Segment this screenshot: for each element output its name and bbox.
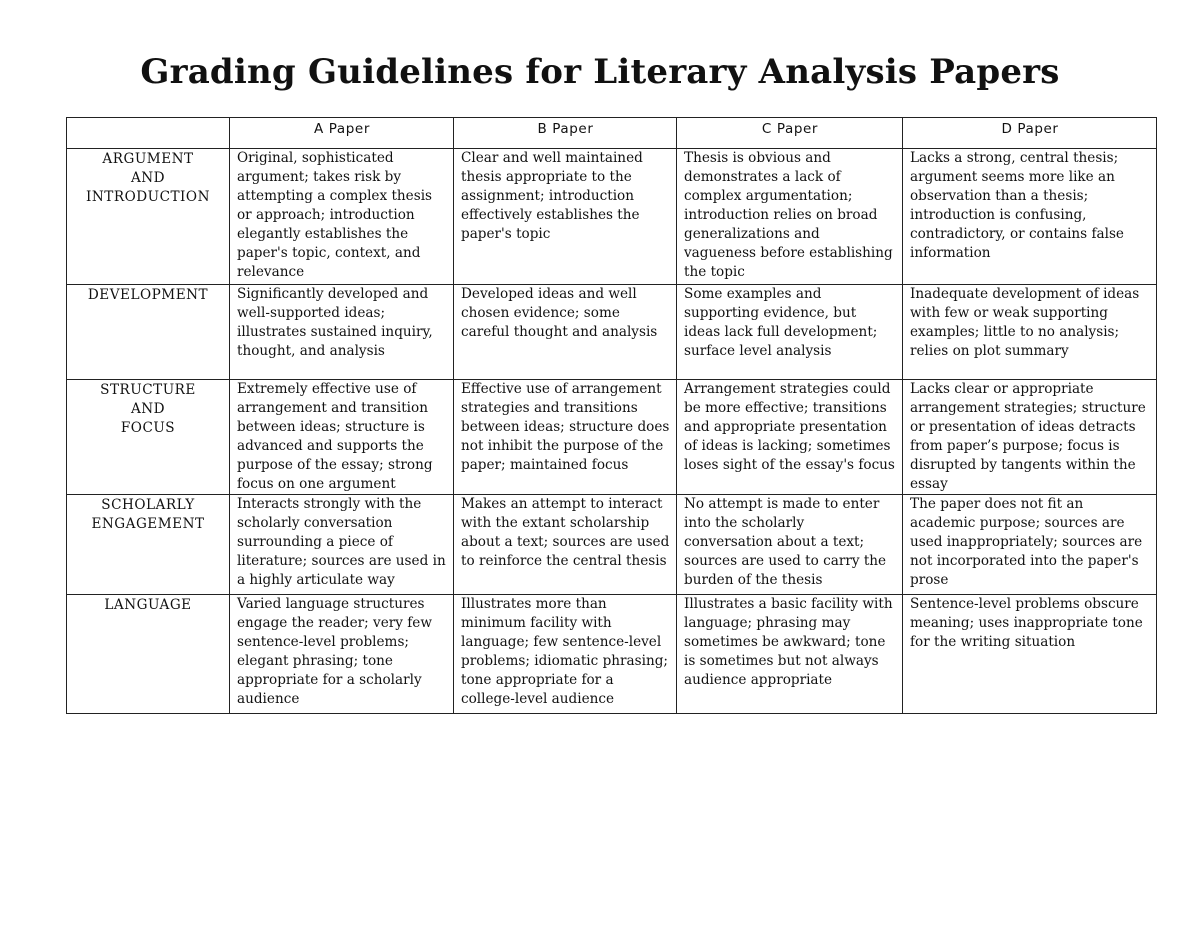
row-criterion: STRUCTURE AND FOCUS <box>67 380 230 495</box>
page-title: Grading Guidelines for Literary Analysis Papers <box>140 52 1060 92</box>
table-cell: Lacks clear or appropriate arrangement strategies; structure or presentation of ideas detracts from paper’s purpose; focus is disrupted by tangents within the essay <box>903 380 1157 495</box>
table-cell: Lacks a strong, central thesis; argument seems more like an observation than a thesis; introduction is confusing, contradictory, or contains false information <box>903 149 1157 285</box>
column-header-d-paper: D Paper <box>903 118 1157 149</box>
table-cell: Interacts strongly with the scholarly conversation surrounding a piece of literature; sources are used in a highly articulate way <box>230 495 454 595</box>
table-cell: Sentence-level problems obscure meaning; uses inappropriate tone for the writing situation <box>903 595 1157 714</box>
table-cell: Original, sophisticated argument; takes risk by attempting a complex thesis or approach; introduction elegantly establishes the paper's topic, context, and relevance <box>230 149 454 285</box>
table-cell: Thesis is obvious and demonstrates a lack of complex argumentation; introduction relies on broad generalizations and vagueness before establishing the topic <box>677 149 903 285</box>
table-cell: Inadequate development of ideas with few or weak supporting examples; little to no analysis; relies on plot summary <box>903 285 1157 380</box>
table-cell: Varied language structures engage the reader; very few sentence-level problems; elegant phrasing; tone appropriate for a scholarly audience <box>230 595 454 714</box>
table-row-argument-introduction <box>67 149 1157 285</box>
table-cell: Arrangement strategies could be more effective; transitions and appropriate presentation of ideas is lacking; sometimes loses sight of the essay's focus <box>677 380 903 495</box>
table-cell: The paper does not fit an academic purpose; sources are used inappropriately; sources are not incorporated into the paper's prose <box>903 495 1157 595</box>
table-cell: Illustrates more than minimum facility with language; few sentence-level problems; idiomatic phrasing; tone appropriate for a college-level audience <box>454 595 677 714</box>
table-cell: Clear and well maintained thesis appropriate to the assignment; introduction effectively establishes the paper's topic <box>454 149 677 285</box>
column-header-c-paper: C Paper <box>677 118 903 149</box>
table-row-scholarly-engagement <box>67 495 1157 595</box>
corner-cell <box>67 118 230 149</box>
grading-rubric-table <box>66 117 1157 714</box>
header-row <box>67 118 1157 149</box>
table-cell: Makes an attempt to interact with the extant scholarship about a text; sources are used to reinforce the central thesis <box>454 495 677 595</box>
table-row-structure-focus <box>67 380 1157 495</box>
row-criterion: SCHOLARLY ENGAGEMENT <box>67 495 230 595</box>
table-cell: Significantly developed and well-supported ideas; illustrates sustained inquiry, thought, and analysis <box>230 285 454 380</box>
column-header-a-paper: A Paper <box>230 118 454 149</box>
column-header-b-paper: B Paper <box>454 118 677 149</box>
row-criterion: ARGUMENT AND INTRODUCTION <box>67 149 230 285</box>
table-cell: Some examples and supporting evidence, but ideas lack full development; surface level analysis <box>677 285 903 380</box>
table-row-development <box>67 285 1157 380</box>
table-row-language <box>67 595 1157 714</box>
table-cell: Illustrates a basic facility with language; phrasing may sometimes be awkward; tone is sometimes but not always audience appropriate <box>677 595 903 714</box>
table-cell: Extremely effective use of arrangement and transition between ideas; structure is advanced and supports the purpose of the essay; strong focus on one argument <box>230 380 454 495</box>
row-criterion: DEVELOPMENT <box>67 285 230 380</box>
table-cell: Effective use of arrangement strategies and transitions between ideas; structure does not inhibit the purpose of the paper; maintained focus <box>454 380 677 495</box>
table-cell: Developed ideas and well chosen evidence; some careful thought and analysis <box>454 285 677 380</box>
row-criterion: LANGUAGE <box>67 595 230 714</box>
table-cell: No attempt is made to enter into the scholarly conversation about a text; sources are used to carry the burden of the thesis <box>677 495 903 595</box>
